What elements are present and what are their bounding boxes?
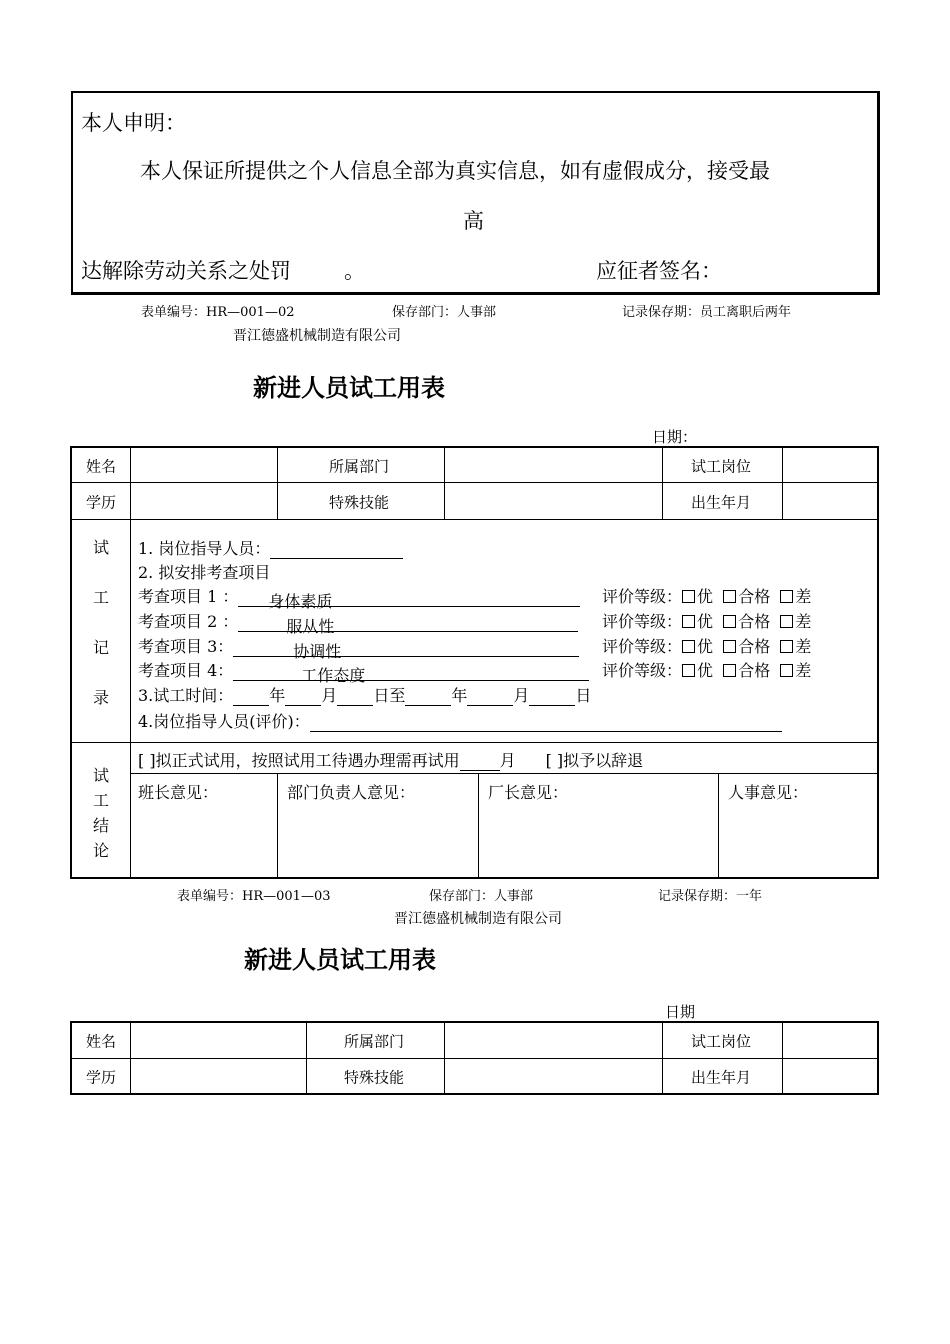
unit-year: 年 — [269, 686, 286, 705]
check-item-label: 考查项目 4： — [138, 661, 234, 680]
factory-director-opinion: 厂长意见： — [488, 783, 569, 802]
checkbox-excellent[interactable] — [682, 615, 695, 628]
trial-form-table-2 — [70, 1021, 879, 1095]
trial-time-line — [138, 683, 591, 706]
form-title: 新进人员试工用表 — [244, 946, 436, 974]
guide-person-line — [138, 536, 403, 559]
company-name: 晋江德盛机械制造有限公司 — [233, 328, 401, 344]
record-label-char: 工 — [92, 588, 109, 607]
conclusion-label-char: 试 — [92, 766, 109, 785]
department-label: 所属部门 — [343, 1032, 405, 1051]
declaration-heading: 本人申明： — [81, 111, 186, 135]
guide-person-label: 1. 岗位指导人员： — [138, 539, 271, 558]
check-item-label: 考查项目 1 ： — [138, 587, 239, 606]
guide-evaluation-line — [138, 709, 782, 732]
checkbox-excellent[interactable] — [682, 640, 695, 653]
option-qualified: 合格 — [738, 661, 771, 680]
rating-row — [602, 609, 811, 632]
dismiss-option[interactable]: [ ]拟予以辞退 — [545, 751, 644, 770]
declaration-line-2: 高 — [463, 209, 484, 233]
declaration-period: 。 — [344, 259, 365, 283]
hr-opinion: 人事意见： — [728, 783, 809, 802]
checkbox-poor[interactable] — [780, 615, 793, 628]
option-poor: 差 — [795, 637, 812, 656]
unit-day-to: 日至 — [373, 686, 406, 705]
rating-label: 评价等级： — [602, 612, 683, 631]
check-item-label: 考查项目 3： — [138, 637, 234, 656]
end-day-blank[interactable] — [529, 688, 575, 706]
guide-evaluation-label: 4.岗位指导人员(评价)： — [138, 712, 310, 731]
unit-month: 月 — [499, 751, 516, 770]
option-poor: 差 — [795, 661, 812, 680]
team-leader-opinion: 班长意见： — [138, 783, 219, 802]
education-label: 学历 — [85, 493, 117, 512]
record-label-char: 记 — [92, 638, 109, 657]
guide-person-blank[interactable] — [270, 541, 403, 559]
conclusion-label-char: 论 — [92, 841, 109, 860]
retention-period: 记录保存期：一年 — [658, 889, 763, 904]
option-poor: 差 — [795, 587, 812, 606]
name-label: 姓名 — [85, 457, 117, 476]
checkbox-qualified[interactable] — [723, 590, 736, 603]
formal-trial-option[interactable]: [ ]拟正式试用，按照试用工待遇办理需再试用 — [138, 751, 460, 770]
start-year-blank[interactable] — [233, 688, 269, 706]
form-title: 新进人员试工用表 — [253, 374, 445, 402]
option-qualified: 合格 — [738, 637, 771, 656]
form-number: 表单编号：HR—001—03 — [177, 889, 331, 904]
signature-label: 应征者签名： — [596, 259, 722, 283]
declaration-line-1: 本人保证所提供之个人信息全部为真实信息，如有虚假成分，接受最 — [140, 159, 770, 183]
dept-head-opinion: 部门负责人意见： — [287, 783, 416, 802]
option-poor: 差 — [795, 612, 812, 631]
option-qualified: 合格 — [738, 587, 771, 606]
option-excellent: 优 — [697, 587, 714, 606]
trial-position-label: 试工岗位 — [690, 457, 752, 476]
checkbox-qualified[interactable] — [723, 640, 736, 653]
check-item-3 — [138, 634, 579, 661]
checkbox-excellent[interactable] — [682, 664, 695, 677]
conclusion-options — [138, 748, 643, 771]
birth-date-label: 出生年月 — [690, 1068, 752, 1087]
storage-dept: 保存部门：人事部 — [392, 305, 497, 320]
rating-row — [602, 584, 811, 607]
name-label: 姓名 — [85, 1032, 117, 1051]
rating-label: 评价等级： — [602, 661, 683, 680]
guide-evaluation-blank[interactable] — [310, 714, 782, 732]
unit-year: 年 — [451, 686, 468, 705]
storage-dept: 保存部门：人事部 — [429, 889, 534, 904]
rating-label: 评价等级： — [602, 587, 683, 606]
end-year-blank[interactable] — [405, 688, 451, 706]
checkbox-poor[interactable] — [780, 590, 793, 603]
check-item-value: 服从性 — [286, 617, 335, 636]
education-label: 学历 — [85, 1068, 117, 1087]
unit-month: 月 — [321, 686, 338, 705]
form-number: 表单编号：HR—001—02 — [141, 305, 295, 320]
rating-row — [602, 634, 811, 657]
planned-items-heading: 2. 拟安排考查项目 — [138, 563, 271, 582]
retention-period: 记录保存期：员工离职后两年 — [622, 305, 792, 320]
check-item-2 — [138, 609, 578, 636]
department-label: 所属部门 — [328, 457, 390, 476]
conclusion-label-char: 结 — [92, 816, 109, 835]
checkbox-poor[interactable] — [780, 664, 793, 677]
check-item-value: 工作态度 — [301, 666, 366, 685]
record-label-char: 录 — [92, 688, 109, 707]
option-excellent: 优 — [697, 612, 714, 631]
trial-position-label: 试工岗位 — [690, 1032, 752, 1051]
special-skills-label: 特殊技能 — [328, 493, 390, 512]
unit-day: 日 — [575, 686, 592, 705]
check-item-4 — [138, 658, 589, 685]
option-excellent: 优 — [697, 637, 714, 656]
date-label: 日期： — [652, 428, 698, 446]
rating-label: 评价等级： — [602, 637, 683, 656]
unit-month: 月 — [513, 686, 530, 705]
checkbox-poor[interactable] — [780, 640, 793, 653]
checkbox-excellent[interactable] — [682, 590, 695, 603]
end-month-blank[interactable] — [467, 688, 513, 706]
extra-months-blank[interactable] — [460, 753, 500, 771]
record-label-char: 试 — [92, 538, 109, 557]
rating-row — [602, 658, 811, 681]
check-item-label: 考查项目 2 ： — [138, 612, 239, 631]
special-skills-label: 特殊技能 — [343, 1068, 405, 1087]
start-month-blank[interactable] — [285, 688, 321, 706]
birth-date-label: 出生年月 — [690, 493, 752, 512]
check-item-1 — [138, 584, 580, 611]
option-excellent: 优 — [697, 661, 714, 680]
trial-time-label: 3.试工时间： — [138, 686, 234, 705]
date-label: 日期 — [665, 1003, 696, 1021]
declaration-line-3: 达解除劳动关系之处罚 — [81, 259, 291, 283]
start-day-blank[interactable] — [337, 688, 373, 706]
check-item-value: 协调性 — [293, 642, 342, 661]
company-name: 晋江德盛机械制造有限公司 — [394, 911, 562, 927]
checkbox-qualified[interactable] — [723, 664, 736, 677]
check-item-value: 身体素质 — [268, 592, 333, 611]
conclusion-label-char: 工 — [92, 791, 109, 810]
checkbox-qualified[interactable] — [723, 615, 736, 628]
option-qualified: 合格 — [738, 612, 771, 631]
